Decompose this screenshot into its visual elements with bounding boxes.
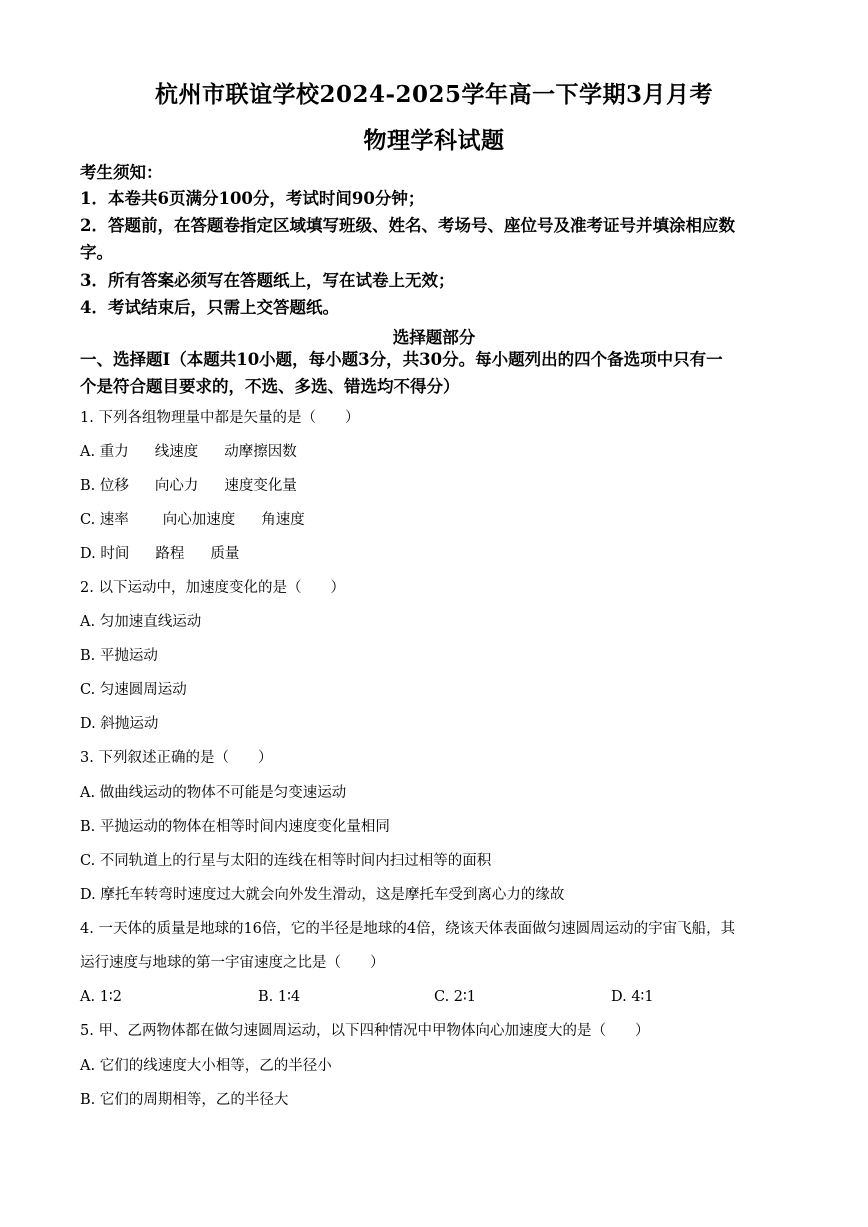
question-stem: 1. 下列各组物理量中都是矢量的是（ ） bbox=[80, 410, 360, 426]
notice-item: 2．答题前，在答题卷指定区域填写班级、姓名、考场号、座位号及准考证号并填涂相应数 bbox=[80, 216, 735, 235]
section-instruction: 一、选择题Ⅰ（本题共10小题，每小题3分，共30分。每小题列出的四个备选项中只有一 bbox=[80, 350, 723, 369]
option-text: 线速度 bbox=[154, 444, 199, 460]
option-d bbox=[80, 544, 239, 564]
question-stem: 运行速度与地球的第一宇宙速度之比是（ ） bbox=[80, 955, 385, 971]
option-b: B. 1∶4 bbox=[258, 989, 301, 1005]
question-stem: 2. 以下运动中，加速度变化的是（ ） bbox=[80, 580, 345, 596]
question-stem: 5. 甲、乙两物体都在做匀速圆周运动，以下四种情况中甲物体向心加速度大的是（ ） bbox=[80, 1023, 650, 1039]
option-d: D. 斜抛运动 bbox=[80, 716, 159, 732]
question-stem: 4. 一天体的质量是地球的16倍，它的半径是地球的4倍，绕该天体表面做匀速圆周运动的宇宙飞船，其 bbox=[80, 921, 736, 937]
notice-item: 字。 bbox=[80, 243, 113, 262]
option-text: A. 重力 bbox=[80, 444, 129, 460]
option-a: A. 匀加速直线运动 bbox=[80, 614, 202, 630]
notice-item: 3．所有答案必须写在答题纸上，写在试卷上无效； bbox=[80, 271, 455, 290]
option-a bbox=[80, 442, 297, 462]
section-title: 选择题部分 bbox=[392, 328, 476, 347]
option-a: A. 做曲线运动的物体不可能是匀变速运动 bbox=[80, 785, 347, 801]
option-d: D. 4∶1 bbox=[611, 989, 654, 1005]
option-text: 速度变化量 bbox=[224, 478, 297, 494]
option-b: B. 它们的周期相等，乙的半径大 bbox=[80, 1092, 289, 1108]
option-text: 路程 bbox=[155, 546, 185, 562]
exam-subtitle: 物理学科试题 bbox=[363, 127, 505, 154]
option-text: D. 时间 bbox=[80, 546, 130, 562]
option-b bbox=[80, 476, 297, 496]
option-text: C. 速率 bbox=[80, 512, 129, 528]
option-b: B. 平抛运动的物体在相等时间内速度变化量相同 bbox=[80, 819, 390, 835]
option-text: B. 位移 bbox=[80, 478, 129, 494]
option-c: C. 不同轨道上的行星与太阳的连线在相等时间内扫过相等的面积 bbox=[80, 853, 492, 869]
option-d: D. 摩托车转弯时速度过大就会向外发生滑动，这是摩托车受到离心力的缘故 bbox=[80, 887, 565, 903]
notice-item: 1．本卷共6页满分100分，考试时间90分钟； bbox=[80, 189, 425, 208]
option-text: 质量 bbox=[210, 546, 240, 562]
notice-heading: 考生须知： bbox=[80, 163, 163, 182]
question-stem: 3. 下列叙述正确的是（ ） bbox=[80, 750, 273, 766]
option-text: 动摩擦因数 bbox=[224, 444, 297, 460]
option-a: A. 它们的线速度大小相等，乙的半径小 bbox=[80, 1058, 332, 1074]
option-b: B. 平抛运动 bbox=[80, 648, 158, 664]
option-text: 向心力 bbox=[154, 478, 199, 494]
option-c: C. 匀速圆周运动 bbox=[80, 682, 187, 698]
exam-title: 杭州市联谊学校2024-2025学年高一下学期3月月考 bbox=[154, 81, 714, 108]
notice-item: 4．考试结束后，只需上交答题纸。 bbox=[80, 298, 339, 317]
option-text: 角速度 bbox=[261, 512, 305, 528]
option-text: 向心加速度 bbox=[162, 512, 236, 528]
option-a: A. 1∶2 bbox=[80, 989, 122, 1005]
option-c: C. 2∶1 bbox=[434, 989, 477, 1005]
option-c bbox=[80, 510, 305, 530]
section-instruction: 个是符合题目要求的，不选、多选、错选均不得分） bbox=[80, 377, 460, 396]
